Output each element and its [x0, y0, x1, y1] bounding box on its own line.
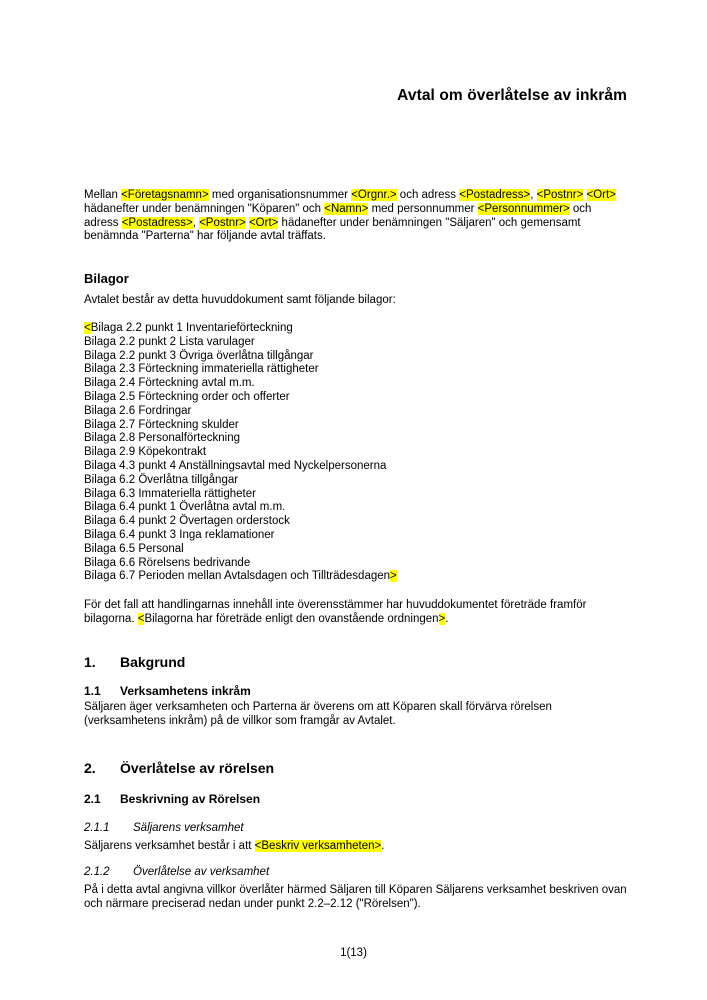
bilaga-list-item: Bilaga 4.3 punkt 4 Anställningsavtal med Nyckelpersonerna [84, 459, 387, 472]
section-1-number: 1. [84, 653, 96, 670]
placeholder-highlight: <Beskriv verksamheten> [254, 840, 382, 853]
section-2-1-2-body: På i detta avtal angivna villkor överlåter härmed Säljaren till Köparen Säljarens verksamhet beskriven ovan och närmare preciserad nedan under punkt 2.2–2.12 ("Rörelsen"). [84, 884, 627, 910]
section-2-1-heading [84, 792, 627, 806]
section-1-1-number: 1.1 [84, 683, 101, 698]
placeholder-highlight: <Ort> [248, 216, 279, 229]
section-2-1-1-heading [84, 821, 627, 835]
placeholder-highlight: <Orgnr.> [351, 189, 397, 201]
placeholder-highlight: <Postadress> [121, 216, 193, 229]
placeholder-highlight: <Företagsnamn> [121, 189, 209, 201]
bilaga-list-item: Bilaga 6.4 punkt 2 Övertagen orderstock [84, 515, 290, 528]
bilagor-heading: Bilagor [84, 271, 129, 287]
section-2-1-number: 2.1 [84, 792, 101, 807]
section-2-number: 2. [84, 760, 96, 777]
section-2-title: Överlåtelse av rörelsen [120, 760, 275, 777]
bilaga-list-item: Bilaga 6.2 Överlåtna tillgångar [84, 473, 239, 486]
placeholder-highlight: <Ort> [586, 189, 616, 201]
bilaga-list-item: Bilaga 2.7 Förteckning skulder [84, 418, 239, 431]
section-1-1-heading [84, 684, 627, 698]
bilaga-list-item: Bilaga 2.3 Förteckning immateriella rättigheter [84, 363, 319, 376]
section-1-title: Bakgrund [120, 653, 186, 670]
document-content [84, 0, 627, 912]
placeholder-highlight: <Namn> [324, 202, 369, 215]
bilaga-list-item: Bilaga 2.2 punkt 3 Övriga överlåtna tillgångar [84, 349, 314, 362]
bilaga-list-item: Bilaga 6.6 Rörelsens bedrivande [84, 556, 251, 569]
bilaga-list-item: Bilaga 6.4 punkt 1 Överlåtna avtal m.m. [84, 501, 286, 514]
section-2-1-2-title: Överlåtelse av verksamhet [133, 866, 270, 879]
placeholder-highlight: > [438, 612, 446, 625]
bilagor-intro: Avtalet består av detta huvuddokument samt följande bilagor: [84, 294, 396, 307]
section-1-1-title: Verksamhetens inkråm [120, 683, 251, 698]
bilaga-list-item: <Bilaga 2.2 punkt 1 Inventarieförteckning [84, 321, 293, 334]
bilaga-list-item: Bilaga 6.4 punkt 3 Inga reklamationer [84, 528, 275, 541]
section-2-heading [84, 760, 627, 777]
placeholder-highlight: <Personnummer> [477, 202, 570, 215]
section-2-1-title: Beskrivning av Rörelsen [120, 792, 261, 807]
section-2-1-1-title: Säljarens verksamhet [133, 822, 244, 835]
section-2-1-2-number: 2.1.2 [84, 866, 110, 879]
placeholder-highlight: <Postnr> [536, 189, 584, 201]
section-1-heading [84, 654, 627, 671]
bilaga-list-item: Bilaga 2.8 Personalförteckning [84, 432, 240, 445]
page-number: 1(13) [340, 947, 367, 959]
intro-paragraph: Mellan <Företagsnamn> med organisationsnummer <Orgnr.> och adress <Postadress>, <Postnr> <Ort> hädanefter under benämningen "Köparen" och <Namn> med personnummer <Personnummer> och adress <Postadress>, <Postnr> <Ort> hädanefter under benämningen "Säljaren" och gemensamt benämnda "Parterna" har följande avtal träffats. [84, 189, 616, 243]
bilaga-list-item: Bilaga 2.2 punkt 2 Lista varulager [84, 335, 255, 348]
section-2-1-2-heading [84, 865, 627, 879]
bilaga-list-item: Bilaga 2.9 Köpekontrakt [84, 446, 207, 459]
bilaga-list-item: Bilaga 2.5 Förteckning order och offerter [84, 390, 290, 403]
placeholder-highlight: > [390, 570, 397, 583]
precedence-paragraph: För det fall att handlingarnas innehåll inte överensstämmer har huvuddokumentet företräde framför bilagorna. <Bilagorna har företräde enligt den ovanstående ordningen>. [84, 599, 587, 625]
bilaga-list-item: Bilaga 6.5 Personal [84, 542, 184, 555]
bilaga-list-item: Bilaga 6.3 Immateriella rättigheter [84, 487, 256, 500]
section-2-1-1-number: 2.1.1 [84, 822, 110, 835]
placeholder-highlight: <Postadress> [459, 189, 531, 201]
placeholder-highlight: <Postnr> [199, 216, 246, 229]
document-title: Avtal om överlåtelse av inkråm [397, 87, 627, 104]
bilaga-list-item: Bilaga 2.4 Förteckning avtal m.m. [84, 377, 255, 390]
placeholder-highlight: < [137, 612, 145, 625]
placeholder-highlight: < [84, 321, 91, 334]
bilaga-list-item: Bilaga 2.6 Fordringar [84, 404, 192, 417]
section-1-1-body: Säljaren äger verksamheten och Parterna är överens om att Köparen skall förvärva rörelsen (verksamhetens inkråm) på de villkor som framgår av Avtalet. [84, 700, 552, 727]
bilagor-list [84, 322, 627, 584]
section-2-1-1-body: Säljarens verksamhet består i att <Beskriv verksamheten>. [84, 840, 385, 853]
bilaga-list-item: Bilaga 6.7 Perioden mellan Avtalsdagen och Tillträdesdagen> [84, 570, 397, 583]
